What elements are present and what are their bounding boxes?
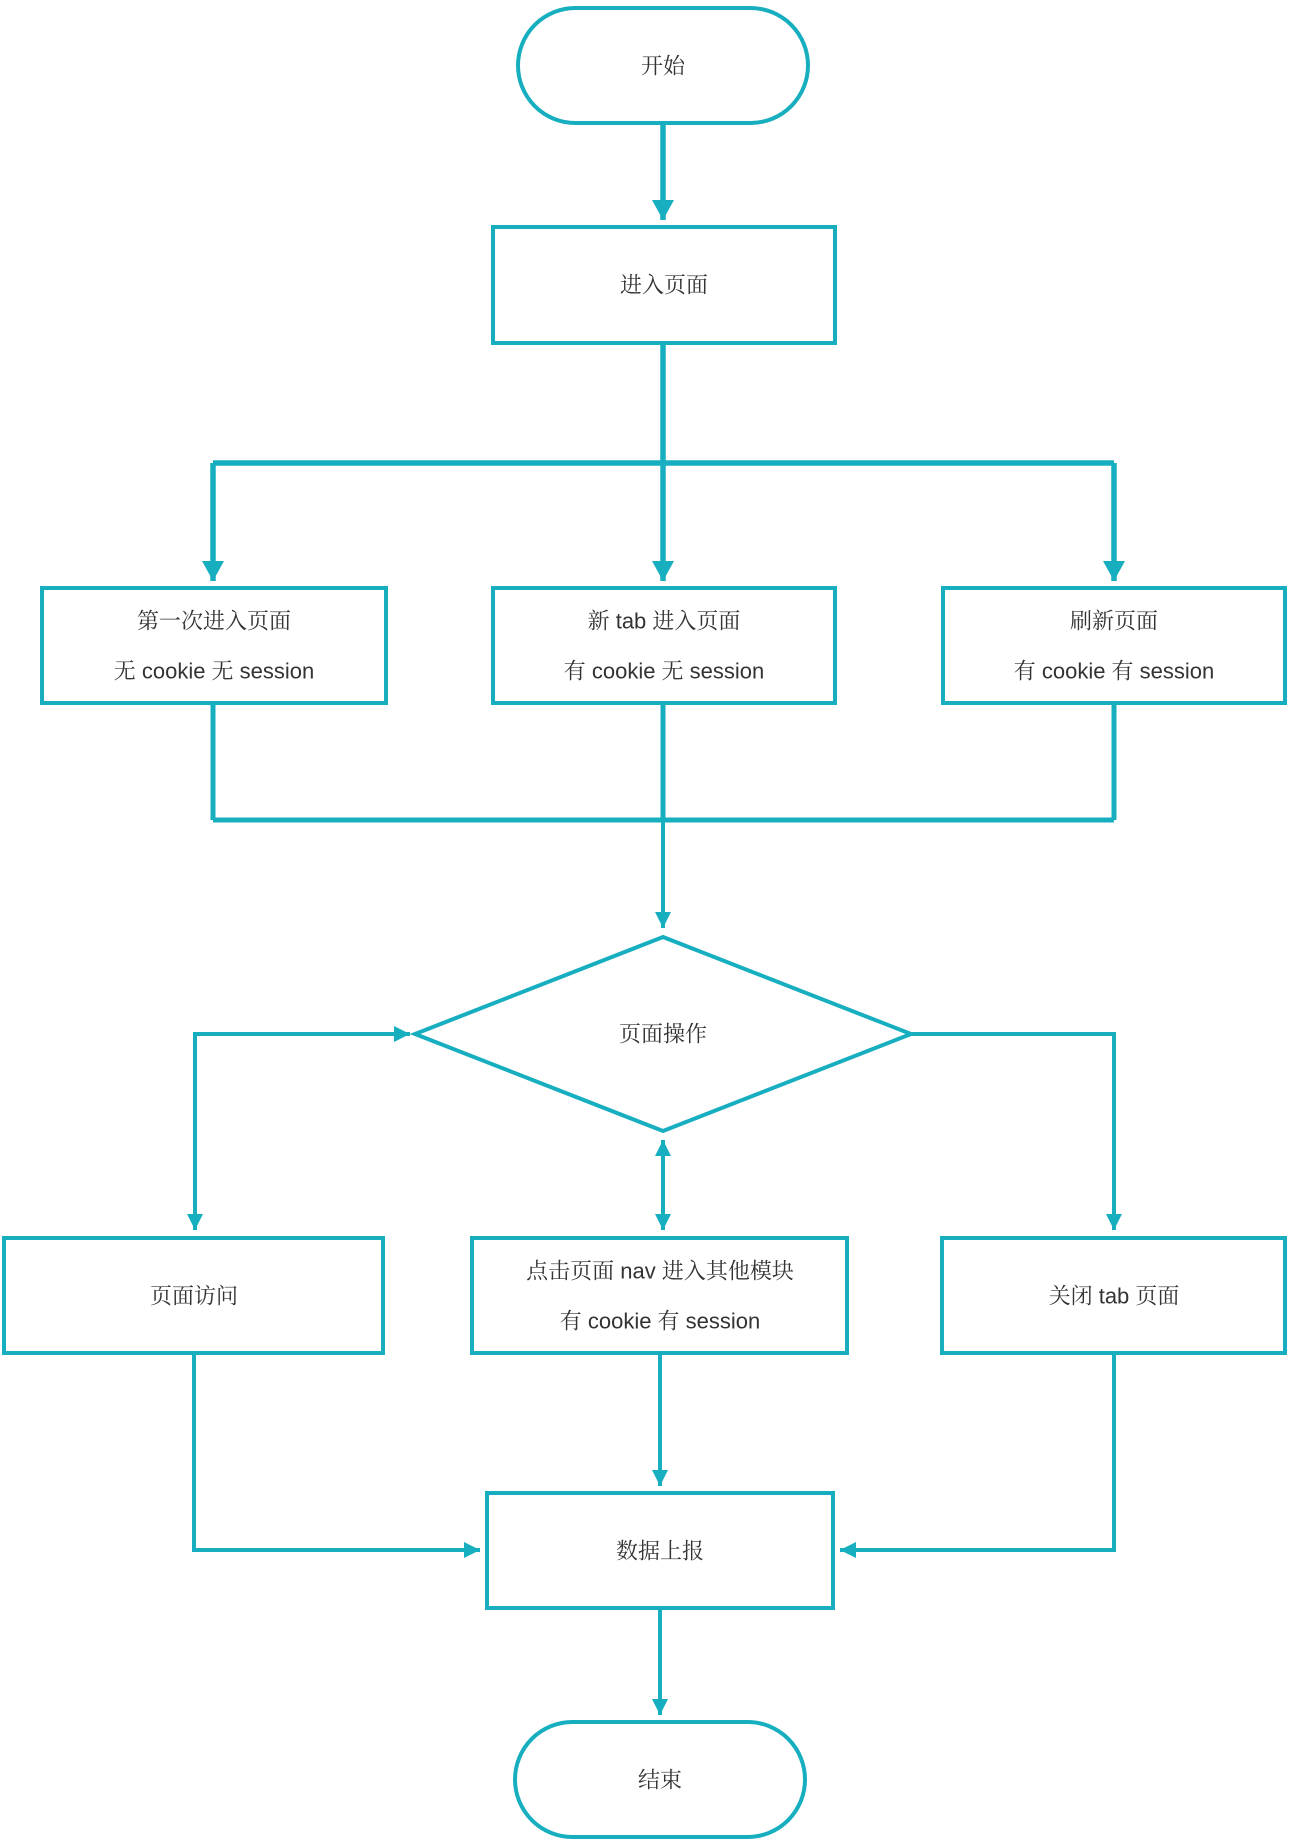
connector-enter-page-branch-trunk — [213, 343, 1114, 463]
connector-page-visit-to-report — [194, 1353, 480, 1550]
connector-close-tab-to-report — [840, 1353, 1114, 1550]
connector-merge-trunk — [213, 703, 1114, 820]
click-nav-box — [472, 1238, 847, 1353]
close-tab-label: 关闭 tab 页面 — [1048, 1283, 1180, 1309]
new-tab-box — [493, 588, 835, 703]
report-label: 数据上报 — [615, 1538, 705, 1564]
refresh-label-line1: 刷新页面 — [1069, 608, 1159, 634]
click-nav-label-line2: 有 cookie 有 session — [559, 1308, 761, 1334]
refresh-label-line2: 有 cookie 有 session — [1013, 658, 1215, 684]
new-tab-label-line2: 有 cookie 无 session — [563, 658, 765, 684]
first-visit-label-line1: 第一次进入页面 — [136, 608, 292, 634]
connector-decision-page-visit — [195, 1034, 410, 1230]
enter-page-label: 进入页面 — [619, 272, 709, 298]
end-label: 结束 — [637, 1767, 683, 1793]
connector-decision-close-tab — [911, 1034, 1114, 1230]
new-tab-label-line1: 新 tab 进入页面 — [587, 608, 741, 634]
first-visit-label-line2: 无 cookie 无 session — [113, 658, 315, 684]
refresh-box — [943, 588, 1285, 703]
decision-label: 页面操作 — [618, 1021, 708, 1047]
start-label: 开始 — [640, 53, 686, 79]
page-visit-label: 页面访问 — [149, 1283, 239, 1309]
first-visit-box — [42, 588, 386, 703]
click-nav-label-line1: 点击页面 nav 进入其他模块 — [526, 1258, 794, 1284]
